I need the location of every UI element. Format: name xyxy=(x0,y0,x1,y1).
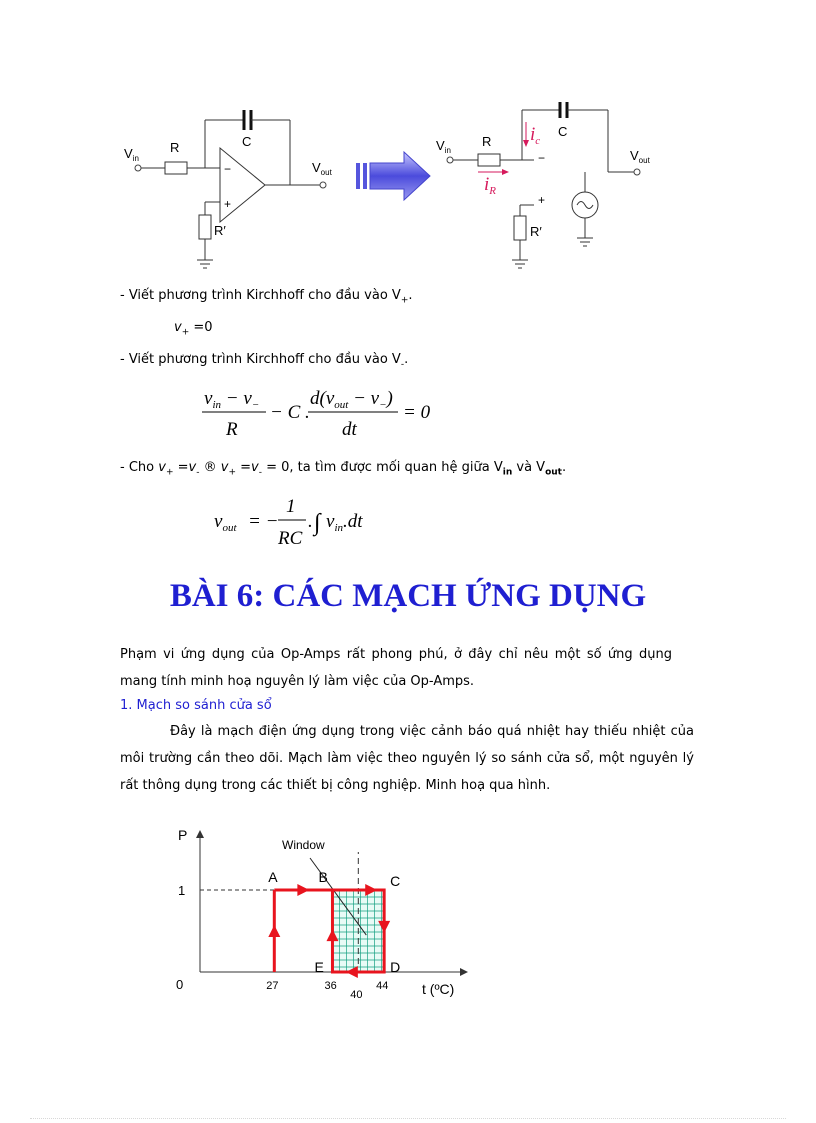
section-title: 1. Mạch so sánh cửa sổ xyxy=(120,698,272,713)
svg-text:= 0: = 0 xyxy=(403,402,431,423)
svg-text:1: 1 xyxy=(286,496,296,517)
window-comparator-chart xyxy=(160,822,470,1004)
svg-text:vout: $v_{out}$ xyxy=(214,511,237,534)
svg-text:d(vout − v−): $d(v_{out} - v_-)$ xyxy=(310,388,393,411)
svg-text:= −: = − xyxy=(248,511,279,532)
y-axis-label: P xyxy=(178,827,188,843)
point-label: D xyxy=(390,959,401,975)
x-tick-label: 44 xyxy=(376,980,389,992)
intro-paragraph: Phạm vi ứng dụng của Op-Amps rất phong phú, ở đây chỉ nêu một số ứng dụng mang tính minh hoạ nguyên lý làm việc của Op-Amps. xyxy=(120,647,672,689)
transform-arrow-icon xyxy=(354,150,434,202)
svg-text:RC: RC xyxy=(278,528,303,549)
lesson-heading: BÀI 6: CÁC MẠCH ỨNG DỤNG xyxy=(169,578,647,614)
rprime-label: R′ xyxy=(530,224,542,239)
vout-label: $V_{out}$ xyxy=(312,160,332,177)
svg-text:vin.dt: $v_{in}.dt$ xyxy=(326,511,363,534)
kirchhoff-equation xyxy=(200,380,450,440)
y-tick-label: 1 xyxy=(178,883,186,898)
svg-text:−: − xyxy=(224,162,232,176)
direction-arrow xyxy=(297,884,309,896)
x-tick-label: 40 xyxy=(350,989,363,1001)
resistor-label: R xyxy=(170,140,180,155)
kirchhoff-minus-line: - Viết phương trình Kirchhoff cho đầu vào $V_-$. xyxy=(120,352,409,370)
window-label: Window xyxy=(282,838,325,852)
svg-text:− C .: − C . xyxy=(270,402,310,423)
ir-label: $i_R$ xyxy=(484,174,497,197)
x-axis-label: t (ºC) xyxy=(422,981,455,997)
point-label: C xyxy=(390,873,401,889)
x-tick-label: 27 xyxy=(266,980,279,992)
x-tick-label: 36 xyxy=(324,980,337,992)
capacitor-label: C xyxy=(558,124,568,139)
ic-label: $i_c$ xyxy=(530,124,541,147)
y-tick-label: 0 xyxy=(176,977,184,992)
capacitor-label: C xyxy=(242,134,252,149)
vplus-zero-line: $v_+ =0$ xyxy=(174,320,213,338)
point-label: E xyxy=(314,959,324,975)
y-axis-arrow xyxy=(196,830,204,838)
svg-text:vin − v−: $v_{in} - v_-$ xyxy=(204,388,260,411)
svg-text:+: + xyxy=(224,197,232,211)
kirchhoff-plus-line: - Viết phương trình Kirchhoff cho đầu vào $V_+$. xyxy=(120,288,413,306)
x-axis-arrow xyxy=(460,968,468,976)
vin-label: $V_{in}$ xyxy=(436,138,451,155)
svg-text:.: . xyxy=(308,511,313,532)
point-label: A xyxy=(268,869,278,885)
vout-label: $V_{out}$ xyxy=(630,148,650,165)
rprime-label: R′ xyxy=(214,223,226,238)
relation-line: - Cho $v_+ =v_-$ ® $v_+ =v_- = 0$, ta tìm được mối quan hệ giữa $V_{in}$ và $V_{out}$. xyxy=(120,460,567,478)
svg-text:+: + xyxy=(538,193,546,207)
op-amp-integrator-circuit xyxy=(120,100,350,275)
equivalent-circuit xyxy=(430,100,670,275)
section-paragraph: Đây là mạch điện ứng dụng trong việc cảnh báo quá nhiệt hay thiếu nhiệt của môi trường cần theo dõi. Mạch làm việc theo nguyên lý so sánh cửa sổ, một nguyên lý rất thông dụng trong các thiết bị công nghiệp. Minh hoạ qua hình. xyxy=(120,724,694,793)
resistor-label: R xyxy=(482,134,492,149)
page-footer-rule xyxy=(30,1118,786,1119)
svg-text:R: R xyxy=(226,419,238,440)
svg-text:dt: dt xyxy=(342,419,357,440)
svg-text:∫: ∫ xyxy=(314,510,321,536)
vin-label: $V_{in}$ xyxy=(124,146,139,163)
integrator-equation xyxy=(210,492,390,554)
svg-text:−: − xyxy=(538,151,546,165)
point-label: B xyxy=(318,869,328,885)
direction-arrow xyxy=(268,925,280,937)
